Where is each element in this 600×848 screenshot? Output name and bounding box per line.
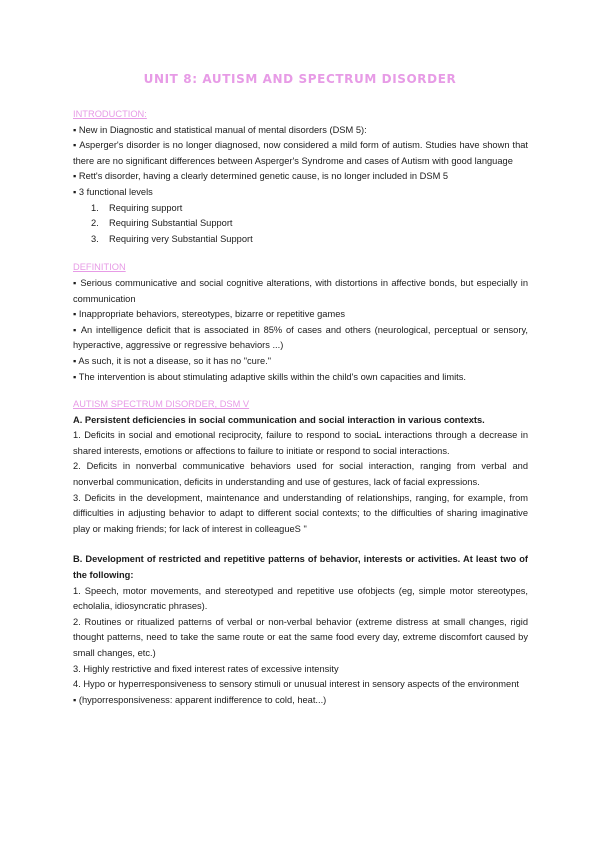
list-item: 2. Requiring Substantial Support (91, 218, 233, 229)
criterion-b-item: ▪ (hyporresponsiveness: apparent indifference to cold, heat...) (73, 694, 327, 705)
criterion-a-item: 3. Deficits in the development, maintenance and understanding of relationships, ranging, for example, from difficulties in adjusting behavior to adapt to different social contexts; to the difficulties of sharing imaginative play or making friends; for lack of interest in colleagueS " (73, 492, 528, 534)
definition-section (73, 260, 528, 385)
definition-bullet: ▪ Serious communicative and social cognitive alterations, with distortions in affective bonds, but especially in communication (73, 277, 528, 304)
criterion-b-item: 3. Highly restrictive and fixed interest rates of excessive intensity (73, 663, 339, 674)
definition-bullet: ▪ As such, it is not a disease, so it has no "cure." (73, 355, 271, 366)
document-body (73, 107, 528, 708)
definition-heading: DEFINITION (73, 262, 126, 273)
intro-bullet: ▪ New in Diagnostic and statistical manual of mental disorders (DSM 5): (73, 124, 367, 135)
introduction-section (73, 107, 528, 247)
dsm-section (73, 397, 528, 708)
page-title: UNIT 8: AUTISM AND SPECTRUM DISORDER (143, 72, 457, 86)
criterion-b-title: B. Development of restricted and repetitive patterns of behavior, interests or activities. At least two of the following: (73, 554, 528, 581)
intro-bullet: ▪ Rett's disorder, having a clearly determined genetic cause, is no longer included in DSM 5 (73, 171, 449, 182)
criterion-b-item: 2. Routines or ritualized patterns of verbal or non-verbal behavior (extreme distress at small changes, rigid thought patterns, need to take the same route or eat the same food every day, extreme discomfort caused by small changes, etc.) (73, 616, 528, 658)
criterion-b-item: 1. Speech, motor movements, and stereotyped and repetitive use ofobjects (eg, simple motor stereotypes, echolalia, idiosyncratic phrases). (73, 585, 528, 612)
dsm-heading: AUTISM SPECTRUM DISORDER, DSM V (73, 399, 250, 410)
definition-bullet: ▪ Inappropriate behaviors, stereotypes, bizarre or repetitive games (73, 309, 346, 320)
criterion-a-title: A. Persistent deficiencies in social communication and social interaction in various contexts. (73, 414, 485, 425)
criterion-a-item: 2. Deficits in nonverbal communicative behaviors used for social interaction, ranging from verbal and nonverbal communication, deficits in understanding and use of gestures, lack of facial expressions. (73, 461, 528, 488)
definition-bullet: ▪ An intelligence deficit that is associated in 85% of cases and others (neurological, perceptual or sensory, hyperactive, aggressive or regressive behaviors ...) (73, 324, 528, 351)
definition-bullet: ▪ The intervention is about stimulating adaptive skills within the child's own capacities and limits. (73, 371, 466, 382)
functional-levels-list (73, 201, 528, 248)
list-item: 1. Requiring support (91, 202, 183, 213)
intro-bullet: ▪ Asperger's disorder is no longer diagnosed, now considered a mild form of autism. Studies have shown that there are no significant differences between Asperger's Syndrome and cases of Autism with good language (73, 140, 528, 166)
criterion-b-item: 4. Hypo or hyperresponsiveness to sensory stimuli or unusual interest in sensory aspects of the environment (73, 679, 519, 690)
list-item: 3. Requiring very Substantial Support (91, 233, 253, 244)
intro-bullet: ▪ 3 functional levels (73, 186, 153, 197)
introduction-heading: INTRODUCTION: (73, 109, 147, 119)
criterion-a-item: 1. Deficits in social and emotional reciprocity, failure to respond to sociaL interactions through a decrease in shared interests, emotions or affections to failure to initiate or respond to social interactions. (73, 430, 528, 456)
